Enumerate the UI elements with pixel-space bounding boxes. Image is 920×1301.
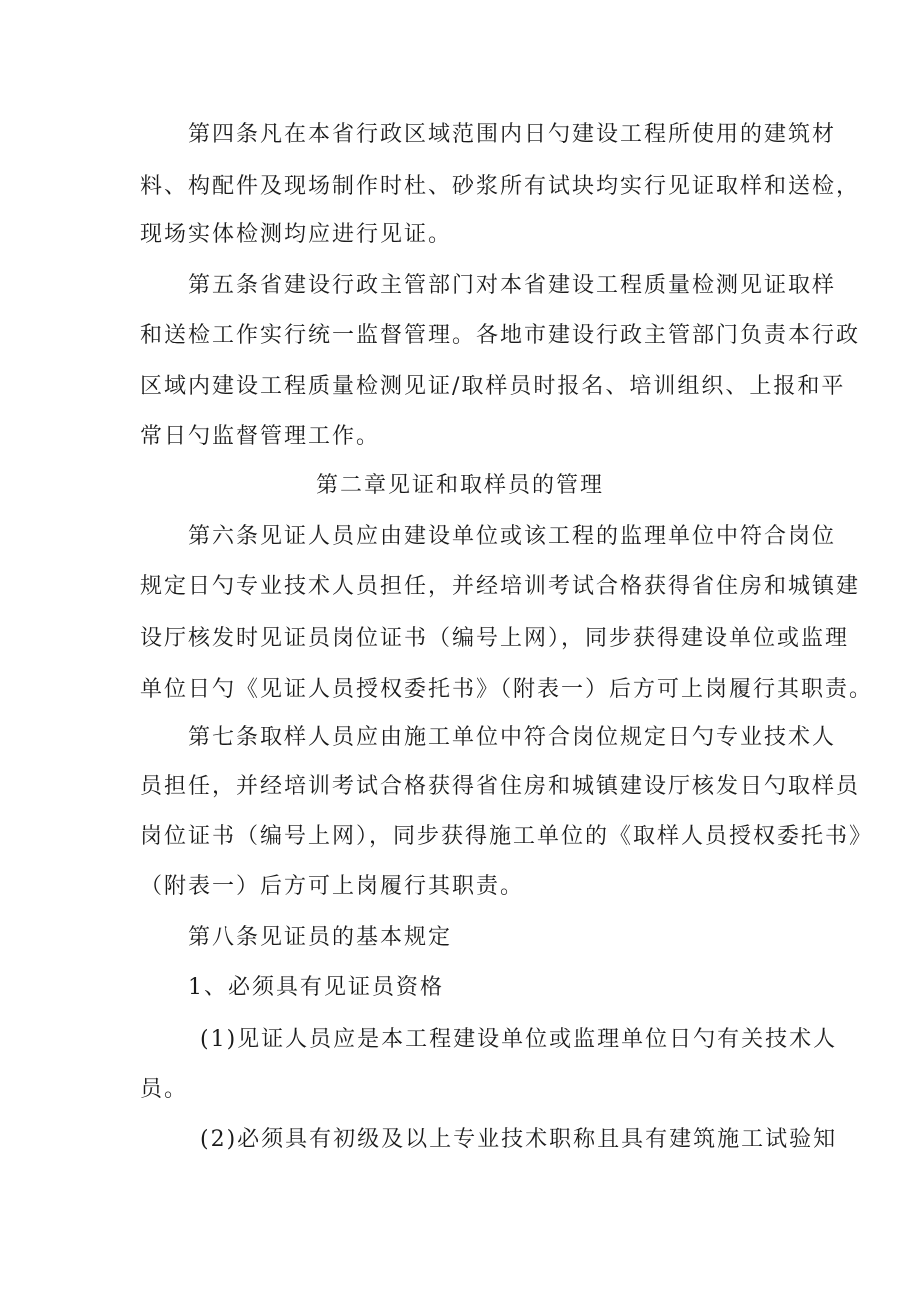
article-4-line-3: 现场实体检测均应进行见证。 bbox=[140, 222, 453, 247]
article-5-line-3: 区域内建设工程质量检测见证/取样员时报名、培训组织、上报和平 bbox=[140, 374, 846, 399]
article-6-line-3: 设厅核发时见证员岗位证书（编号上网），同步获得建设单位或监理 bbox=[140, 626, 850, 651]
sub-item-2-line-1: (2)必须具有初级及以上专业技术职称且具有建筑施工试验知 bbox=[200, 1127, 838, 1152]
article-4-line-2: 料、构配件及现场制作时杜、砂浆所有试块均实行见证取样和送检， bbox=[140, 174, 861, 199]
article-7-line-1: 第七条取样人员应由施工单位中符合岗位规定日勺专业技术人 bbox=[188, 725, 837, 750]
article-6-line-4: 单位日勺《见证人员授权委托书》（附表一）后方可上岗履行其职责。 bbox=[140, 677, 874, 702]
article-5-line-4: 常日勺监督管理工作。 bbox=[140, 424, 381, 449]
item-1: 1、必须具有见证员资格 bbox=[188, 975, 444, 1000]
article-4-line-1: 第四条凡在本省行政区域范围内日勺建设工程所使用的建筑材 bbox=[188, 122, 837, 147]
article-5-line-1: 第五条省建设行政主管部门对本省建设工程质量检测见证取样 bbox=[188, 273, 837, 298]
article-6-line-2: 规定日勺专业技术人员担任，并经培训考试合格获得省住房和城镇建 bbox=[140, 574, 861, 599]
sub-item-1-line-2: 员。 bbox=[140, 1077, 189, 1102]
article-7-line-3: 岗位证书（编号上网），同步获得施工单位的《取样人员授权委托书》 bbox=[140, 824, 874, 849]
article-7-line-2: 员担任，并经培训考试合格获得省住房和城镇建设厅核发日勺取样员 bbox=[140, 774, 861, 799]
article-8-title: 第八条见证员的基本规定 bbox=[188, 925, 453, 950]
article-5-line-2: 和送检工作实行统一监督管理。各地市建设行政主管部门负责本行政 bbox=[140, 323, 861, 348]
sub-item-1-line-1: (1)见证人员应是本工程建设单位或监理单位日勺有关技术人 bbox=[200, 1027, 838, 1052]
chapter-2-heading: 第二章见证和取样员的管理 bbox=[315, 473, 604, 498]
article-6-line-1: 第六条见证人员应由建设单位或该工程的监理单位中符合岗位 bbox=[188, 524, 837, 549]
article-7-line-4: （附表一）后方可上岗履行其职责。 bbox=[140, 874, 525, 899]
